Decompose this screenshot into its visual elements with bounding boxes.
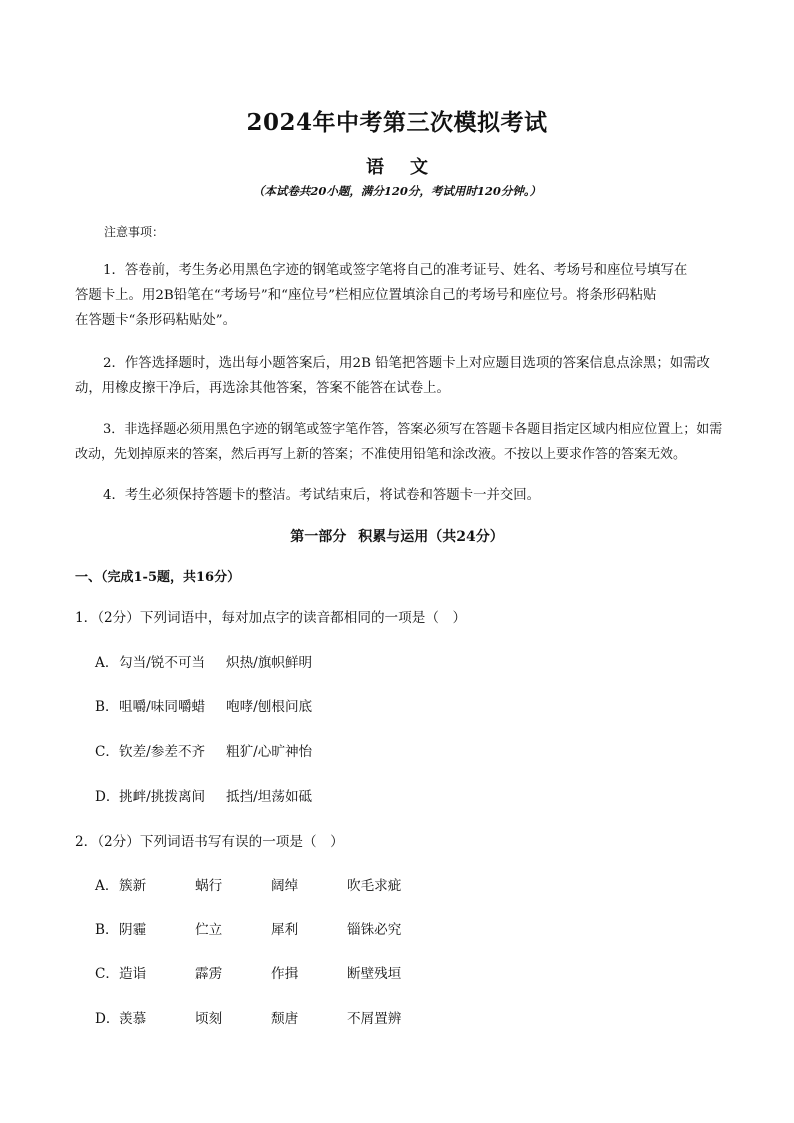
option-word: 霹雳	[195, 966, 223, 982]
option-word: 锱铢必究	[347, 922, 402, 938]
option-word: 作揖	[271, 966, 299, 982]
option-word: 粗犷/心旷神怡	[226, 744, 313, 760]
notice-item-3	[75, 417, 721, 467]
option-letter: A．	[95, 655, 119, 671]
subject-heading	[0, 153, 794, 179]
option-letter: D．	[95, 789, 120, 805]
question-1-option-c[interactable]	[95, 740, 312, 760]
option-word: 顷刻	[195, 1011, 223, 1027]
section-heading	[0, 526, 794, 546]
question-2-option-a[interactable]	[95, 874, 401, 894]
notice-line: 3．非选择题必须用黑色字迹的钢笔或签字笔作答，答案必须写在答题卡各题目指定区域内相应位置上；如需	[103, 422, 723, 437]
question-2-option-c[interactable]	[95, 962, 401, 982]
option-letter: B．	[95, 922, 119, 938]
option-word: 造诣	[119, 966, 147, 982]
option-word: 断壁残垣	[347, 966, 402, 982]
option-word: 不屑置辨	[347, 1011, 402, 1027]
option-letter: C．	[95, 744, 119, 760]
section-part: 第一部分	[290, 529, 347, 545]
part-heading: 一、（完成1-5题，共16分）	[75, 570, 241, 585]
option-word: 簇新	[119, 878, 147, 894]
option-word: 抵挡/坦荡如砥	[226, 789, 313, 805]
option-letter: C．	[95, 966, 119, 982]
option-word: 阴霾	[119, 922, 147, 938]
question-1-option-b[interactable]	[95, 695, 312, 715]
option-letter: A．	[95, 878, 119, 894]
option-word: 羡慕	[119, 1011, 147, 1027]
notice-heading: 注意事项：	[104, 225, 165, 239]
option-word: 颓唐	[271, 1011, 299, 1027]
option-word: 咆哮/刨根问底	[226, 699, 313, 715]
option-word: 吹毛求疵	[347, 878, 402, 894]
question-1-option-d[interactable]	[95, 785, 312, 805]
question-2-option-d[interactable]	[95, 1007, 401, 1027]
option-word: 勾当/锐不可当	[119, 655, 206, 671]
question-1-stem: 1．（2分）下列词语中，每对加点字的读音都相同的一项是（ ）	[75, 610, 467, 626]
notice-line: 在答题卡“条形码粘贴处”。	[75, 313, 236, 328]
option-letter: B．	[95, 699, 119, 715]
question-2-stem: 2．（2分）下列词语书写有误的一项是（ ）	[75, 834, 344, 850]
option-word: 蜗行	[195, 878, 223, 894]
option-word: 挑衅/挑拨离间	[119, 789, 206, 805]
option-word: 伫立	[195, 922, 223, 938]
notice-item-4	[75, 483, 721, 508]
notice-line: 动，用橡皮擦干净后，再选涂其他答案，答案不能答在试卷上。	[75, 381, 450, 396]
exam-info: （本试卷共20小题，满分120分，考试用时120分钟。）	[252, 184, 542, 198]
section-name: 积累与运用（共24分）	[358, 529, 504, 545]
subject-char-1: 语	[366, 157, 384, 178]
notice-item-1	[75, 258, 721, 333]
option-word: 钦差/参差不齐	[119, 744, 206, 760]
option-word: 咀嚼/味同嚼蜡	[119, 699, 206, 715]
notice-line: 答题卡上。用2B铅笔在“考场号”和“座位号”栏相应位置填涂自己的考场号和座位号。将条形码粘贴	[75, 288, 657, 303]
notice-line: 改动，先划掉原来的答案，然后再写上新的答案；不准使用铅笔和涂改液。不按以上要求作答的答案无效。	[75, 447, 687, 462]
notice-line: 4．考生必须保持答题卡的整洁。考试结束后，将试卷和答题卡一并交回。	[103, 488, 541, 503]
subject-char-2: 文	[410, 157, 428, 178]
notice-line: 1．答卷前，考生务必用黑色字迹的钢笔或签字笔将自己的准考证号、姓名、考场号和座位号填写在	[103, 263, 688, 278]
notice-line: 2．作答选择题时，选出每小题答案后，用2B 铅笔把答题卡上对应题目选项的答案信息点涂黑；如需改	[103, 356, 710, 371]
question-1-option-a[interactable]	[95, 651, 312, 671]
option-letter: D．	[95, 1011, 120, 1027]
question-2-option-b[interactable]	[95, 918, 401, 938]
notice-item-2	[75, 351, 721, 401]
exam-title: 2024年中考第三次模拟考试	[246, 109, 548, 136]
option-word: 犀利	[271, 922, 299, 938]
option-word: 炽热/旗帜鲜明	[226, 655, 313, 671]
option-word: 阔绰	[271, 878, 299, 894]
